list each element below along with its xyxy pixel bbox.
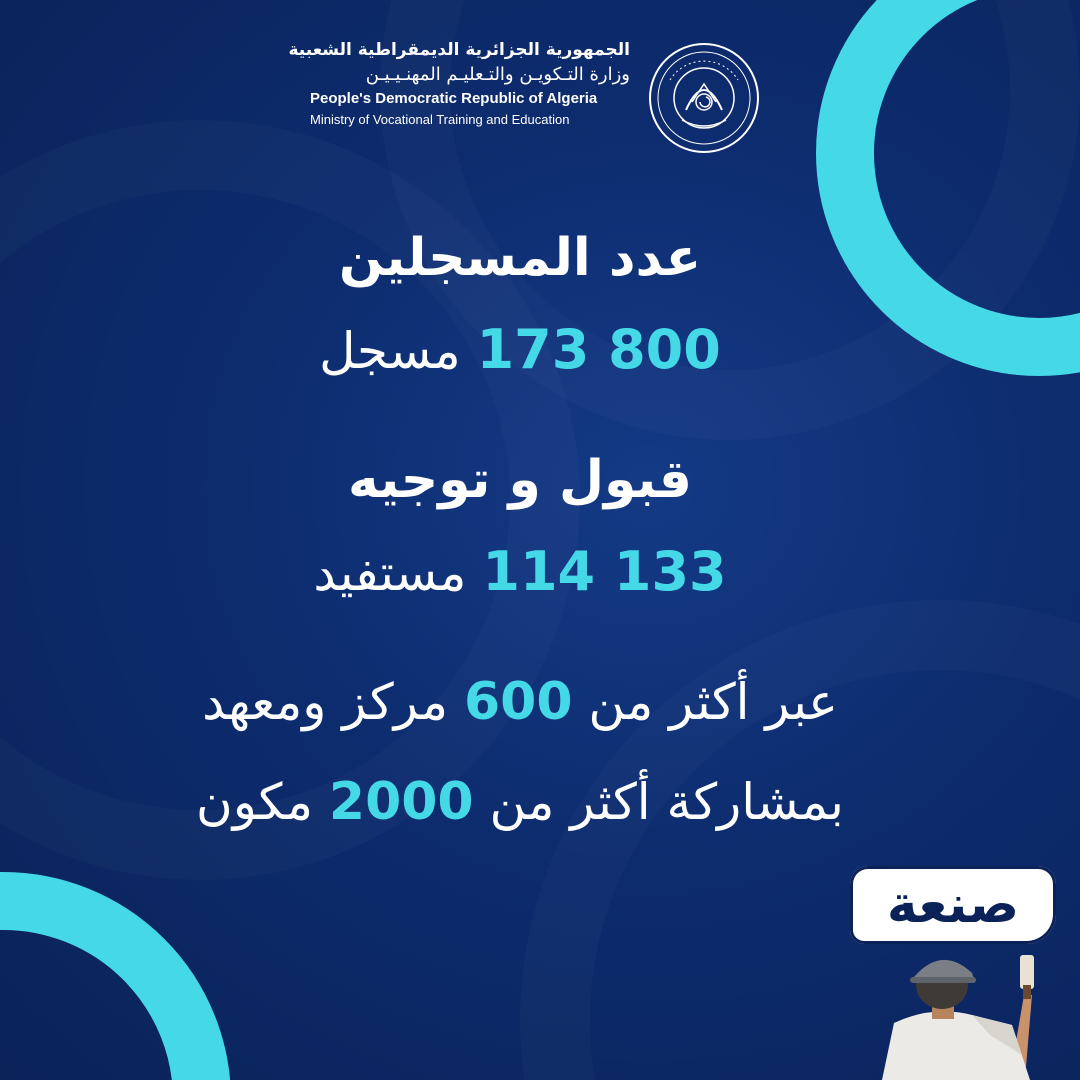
registered-unit: مسجل [319,322,461,380]
trainers-line [100,772,940,832]
brand-logo: صنعة [850,866,1056,944]
registered-title: عدد المسجلين [338,228,702,288]
admission-stat [100,540,940,603]
trainers-value: 2000 [328,772,474,832]
centers-line [100,672,940,732]
admission-unit: مستفيد [313,544,467,602]
decorative-ring-bottom [0,872,231,1080]
header-arabic-republic: الجمهورية الجزائرية الديمقراطية الشعبية [288,40,630,60]
admission-title: قبول و توجيه [348,450,692,510]
centers-prefix: عبر أكثر من [588,673,838,731]
registered-value: 173 800 [476,318,721,381]
trainers-prefix: بمشاركة أكثر من [489,773,844,831]
trainers-suffix: مكون [196,773,313,831]
algeria-ministry-seal-icon [646,40,762,156]
ministry-header [210,38,630,130]
admission-value: 114 133 [482,540,727,603]
header-english-republic: People's Democratic Republic of Algeria [310,90,598,107]
header-english-ministry: Ministry of Vocational Training and Education [310,112,570,127]
centers-value: 600 [463,672,573,732]
registered-stat [100,318,940,381]
centers-suffix: مركز ومعهد [202,673,449,731]
header-arabic-ministry: وزارة التـكويـن والتـعليـم المهنـيـيـن [365,64,630,85]
